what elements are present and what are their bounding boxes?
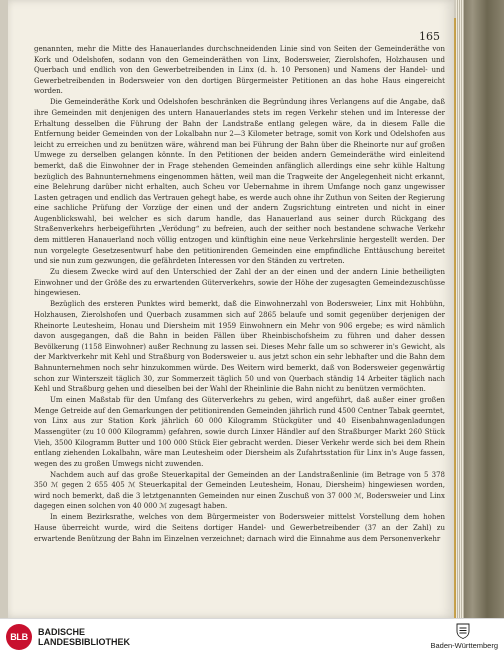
paragraph: Zu diesem Zwecke wird auf den Unterschied der Zahl der an der einen und der andern Linie betheiligten Einwohner und der Größe des zu erwartenden Güterverkehrs, sowie der Höhe der zugesagten Gemeindezuschüsse hingewiesen. (34, 268, 445, 298)
paragraph: Um einen Maßstab für den Umfang des Güterverkehrs zu geben, wird angeführt, daß außer einer großen Menge Getreide auf den Gemarkungen der petitionirenden Gemeinden jährlich rund 4500 Centner Tabak geerntet, von Linx aus zur Station Kork jährlich 60 000 Kilogramm Stückgüter und 40 Eisenbahnwagenladungen Massengüter (zu 10 000 Kilogramm) gefahren, sowie durch Linxer Händler auf den Straßburger Markt 260 Stück Vieh, 3500 Kilogramm Butter und 100 000 Stück Eier gebracht werden. Dieser Verkehr werde sich bei dem Rhein entlang ziehenden Lokalbahn, wäre man Leutesheim oder Diersheim als Zufahrtsstation für Linx in's Auge fassen, wegen des zu großen Umwegs nicht zuwenden. (34, 396, 445, 468)
blb-logo[interactable]: BLB (6, 624, 32, 650)
paragraph: Die Gemeinderäthe Kork und Odelshofen beschränken die Begründung ihres Verlangens auf die Angabe, daß ihre Gemeinden mit denjenigen des untern Hanauerlandes stets im regen Verkehr stehen und im Interesse der Erhaltung desselben die Führung der Bahn der Landstraße entlang gelegen wäre, da in diesem Falle die Entfernung beider Gemeinden von der Lokalbahn nur 2—3 Kilometer betrage, somit von Kork und Odelshofen aus leicht zu erreichen und zu benützen wäre, während man bei Führung der Bahn über die Rheinorte nur auf großen Umwege zu derselben gelangen könnte. In den Petitionen der beiden andern Gemeinderäthe wird einleitend bemerkt, daß die Einwohner der in Frage stehenden Gemeinden anfänglich allerdings eine sehr kühle Haltung bezüglich des Bahnunternehmens eingenommen hätten, weil man die Tragweite der Angelegenheit nicht erkannt, eine Belehrung darüber nicht erhalten, auch Scheu vor Uebernahme in ihrem Umfange noch ganz ungewisser Lasten getragen und endlich das Vertrauen gehegt habe, es werde auch ohne ihr Zuthun von Seiten der Regierung eine sachliche Prüfung der Vorzüge der einen und der andern Zugsrichtung eintreten und nicht in einer Augenblickswahl, bei welcher es sich darum handle, das Hanauerland aus seiner durch Rückgang des Straßenverkehrs herbeigeführten „Verödung“ zu befreien, auch der seither noch bestandene schwache Verkehr dem mittleren Hanauerland noch völlig entzogen und künftighin eine neue Verkehrslinie hergestellt werden. Der nun vorgelegte Gesetzesentwurf habe den petitionirenden Gemeinden eine empfindliche Enttäuschung bereitet und sie nun zum gezwungen, die gefährdeten Interessen vor den Ständen zu vertreten. (34, 98, 445, 266)
crest-icon (456, 623, 470, 639)
library-name-line1: BADISCHE (38, 627, 86, 637)
paragraph: Nachdem auch auf das große Steuerkapital der Gemeinden an der Landstraßenlinie (im Betrage von 5 378 350 ℳ gegen 2 655 405 ℳ Steuerkapital der Gemeinden Leutesheim, Honau, Diersheim) hingewiesen worden, wird noch bemerkt, daß die 3 letztgenannten Gemeinden nur einen Zuschuß von 37 000 ℳ, Bodersweier und Linx dagegen einen solchen von 40 000 ℳ zugesagt haben. (34, 470, 445, 511)
paragraph: genannten, mehr die Mitte des Hanauerlandes durchschneidenden Linie sind von Seiten der Gemeinderäthe von Kork und Odelshofen, sodann von den Gemeinderäthen von Linx, Bodersweier, Zierolshofen, Holzhausen und Querbach und endlich von den Gewerbetreibenden in Linx (d. h. 10 Personen) und Namens der Handel- und Gewerbetreibenden in Bodersweier von den dortigen Bürgermeister Petitionen an das hohe Haus eingereicht worden. (34, 45, 445, 96)
paragraph: Bezüglich des ersteren Punktes wird bemerkt, daß die Einwohnerzahl von Bodersweier, Linx mit Hohbühn, Holzhausen, Zierolshofen und Querbach zusammen sich auf 2865 belaufe und somit gegenüber derjenigen der Rheinorte Leutesheim, Honau und Diersheim mit 1959 Einwohnern ein Mehr von 906 ergebe; es wird nämlich davon ausgegangen, daß die Bahn in beiden Fällen über Rheinbischofsheim zu führen und daher dessen Bevölkerung (1158 Einwohner) außer Rechnung zu lassen sei. Dieses Mehr falle um so schwerer in's Gewicht, als der Marktverkehr mit Kehl und Straßburg von Bodersweier u. aus jetzt schon ein sehr lebhafter und die Bahn dem Bahnunternehmen noch sehr hinzukommen würde. Des Weitern wird bemerkt, daß von Bodersweier gegenwärtig schon zur Winterszeit täglich 30, zur Sommerzeit täglich 50 und von Querbach ständig 14 Arbeiter täglich nach Kehl und Straßburg gehen und dieselben bei der Wahl der Rheinlinie die Bahn nicht zu benützen vermöchten. (34, 300, 445, 394)
body-text (34, 44, 445, 608)
book-cover-board (462, 0, 504, 618)
book-page (8, 0, 454, 618)
page-number: 165 (419, 30, 440, 43)
footer-bar (0, 618, 504, 654)
library-name-line2: LANDESBIBLIOTHEK (38, 637, 130, 647)
region-label: Baden-Württemberg (430, 641, 498, 650)
page-stack-edge (456, 0, 464, 618)
paragraph: In einem Bezirksrathe, welches von dem Bürgermeister von Bodersweier mittelst Vorstellung dem hohen Hause überreicht wurde, wird die Seitens dortiger Handel- und Gewerbetreibender (37 an der Zahl) zu erwartende Benützung der Bahn im Einzelnen verzeichnet; darnach wird die Einnahme aus dem Personenverkehr (34, 513, 445, 543)
library-name[interactable] (38, 627, 130, 647)
